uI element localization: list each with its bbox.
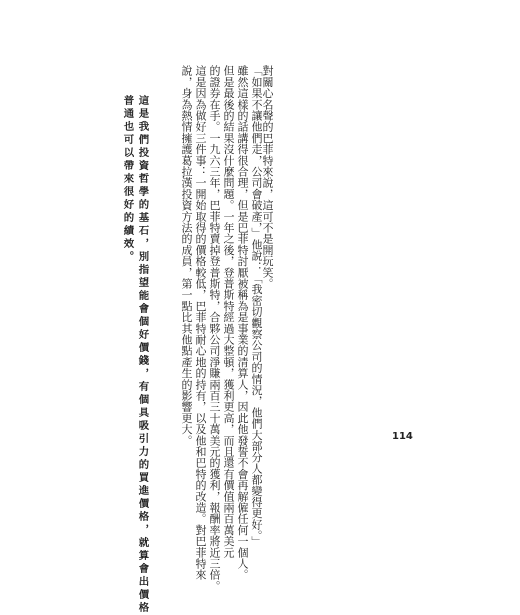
page-number: 114 — [392, 431, 413, 442]
body-column-2: 「如果不讓他們走，公司會破產，」他說：「我密切觀察公司的情況，他們大部分人都變得更好。」 — [250, 65, 263, 547]
body-column-4: 但是最後的結果沒什麼問題。一年之後，登普斯特經過大整頓，獲利更高，而且還有價值兩百萬美元 — [222, 65, 235, 558]
body-column-6: 這是因為做好三件事：一開始取得的價格較低，巴菲特耐心地的持有，以及他和巴特的改造。對巴菲特來 — [194, 65, 207, 581]
body-column-1: 對關心名聲的巴菲特來說，這可不是開玩笑。 — [261, 65, 274, 289]
body-column-3: 雖然這樣的話講得很合理，但是巴菲特討厭被稱為是事業的清算人，因此他發誓不會再解僱任何一個人。 — [236, 65, 249, 581]
body-column-5: 的證券在手。一九六三年，巴菲特賣掉登普斯特，合夥公司淨賺兩百三十萬美元的獲利，報酬率將近三倍。 — [208, 65, 221, 592]
body-column-7: 說，身為熱情擁護葛拉漢投資方法的成員，第一點比其他點產生的影響更大。 — [180, 65, 193, 446]
pull-quote-column-2: 普通也可以帶來很好的績效。 — [121, 95, 134, 264]
pull-quote-column-1: 這是我們投資哲學的基石，別指望能會個好價錢，有個具吸引力的買進價格，就算會出價格 — [136, 95, 149, 615]
